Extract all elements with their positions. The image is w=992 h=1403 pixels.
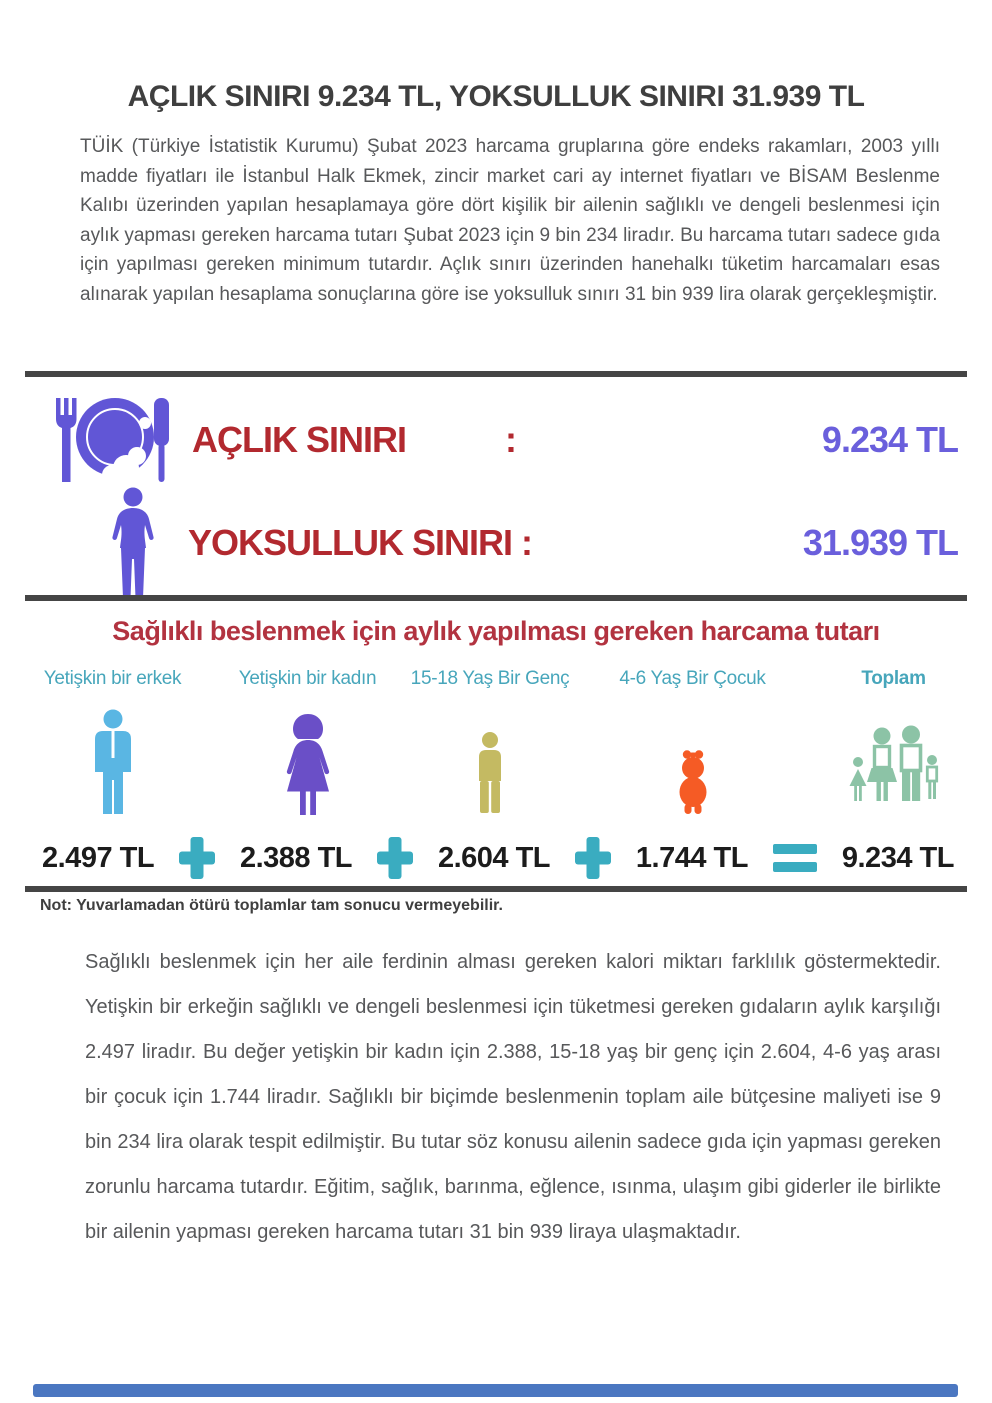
adult-man-icon xyxy=(0,700,225,815)
hunger-threshold-row xyxy=(0,394,992,486)
family-icon xyxy=(795,700,992,815)
category-labels-row xyxy=(0,668,992,690)
values-row xyxy=(0,835,992,881)
teen-icon xyxy=(390,700,590,815)
child-icon xyxy=(590,700,795,815)
hunger-threshold-value: 9.234 TL xyxy=(821,419,958,460)
divider-top xyxy=(25,371,967,377)
adult-woman-icon xyxy=(225,700,390,815)
category-label-adult-man: Yetişkin bir erkek xyxy=(43,668,182,689)
poverty-threshold-label: YOKSULLUK SINIRI : xyxy=(188,522,533,563)
hunger-threshold-colon: : xyxy=(505,419,517,460)
plus-icon xyxy=(575,837,611,879)
intro-paragraph: TÜİK (Türkiye İstatistik Kurumu) Şubat 2023 harcama gruplarına göre endeks rakamları, 2003 yıllı madde fiyatları ile İstanbul Halk Ekmek, zincir market cari ay internet fiyatları ve BİSAM Beslenme Kalıbı üzerinden yapılan hesaplamaya göre dört kişilik bir ailenin sağlıklı ve dengeli beslenmesi için aylık yapması gereken harcama tutarı Şubat 2023 için 9 bin 234 liradır. Bu harcama tutarı sadece gıda için yapılması gereken minimum tutardır. Açlık sınırı üzerinden hanehalkı tüketim harcamaları esas alınarak yapılan hesaplama sonuçlarına göre ise yoksulluk sınırı 31 bin 939 lira olarak gerçekleşmiştir. xyxy=(80,136,940,305)
poverty-threshold-row xyxy=(0,487,992,599)
value-adult-man: 2.497 TL xyxy=(42,841,155,874)
hunger-threshold-label: AÇLIK SINIRI xyxy=(192,419,407,460)
category-label-total: Toplam xyxy=(861,668,926,689)
category-label-child: 4-6 Yaş Bir Çocuk xyxy=(619,668,766,689)
category-label-teen: 15-18 Yaş Bir Genç xyxy=(410,668,570,689)
poverty-threshold-value: 31.939 TL xyxy=(802,522,958,563)
divider-bottom xyxy=(25,886,967,892)
value-total: 9.234 TL xyxy=(841,841,954,874)
section-title: Sağlıklı beslenmek için aylık yapılması gereken harcama tutarı xyxy=(112,616,880,646)
plus-icon xyxy=(179,837,215,879)
equals-icon xyxy=(773,844,817,872)
divider-middle xyxy=(25,595,967,601)
body-paragraph: Sağlıklı beslenmek için her aile ferdinin alması gereken kalori miktarı farklılık göstermektedir. Yetişkin bir erkeğin sağlıklı ve dengeli beslenmesi için tüketmesi gereken gıdaların aylık karşılığı 2.497 liradır. Bu değer yetişkin bir kadın için 2.388, 15-18 yaş bir genç için 2.604, 4-6 yaş arası bir çocuk için 1.744 liradır. Sağlıklı bir biçimde beslenmenin toplam aile bütçesine maliyeti ise 9 bin 234 lira olarak tespit edilmiştir. Bu tutar söz konusu ailenin sadece gıda için yapması gereken zorunlu harcama tutardır. Eğitim, sağlık, barınma, eğlence, ısınma, ulaşım gibi giderler ile birlikte bir ailenin yapması gereken harcama tutarı 31 bin 939 liraya ulaşmaktadır. xyxy=(85,951,941,1243)
plus-icon xyxy=(377,837,413,879)
person-icon xyxy=(85,487,180,599)
value-teen: 2.604 TL xyxy=(437,841,550,874)
category-icons-row xyxy=(0,700,992,815)
value-child: 1.744 TL xyxy=(635,841,748,874)
category-label-adult-woman: Yetişkin bir kadın xyxy=(238,668,377,689)
value-adult-woman: 2.388 TL xyxy=(239,841,353,874)
rounding-note: Not: Yuvarlamadan ötürü toplamlar tam sonucu vermeyebilir. xyxy=(40,897,503,914)
page-title: AÇLIK SINIRI 9.234 TL, YOKSULLUK SINIRI 31.939 TL xyxy=(127,80,865,113)
bottom-bar xyxy=(33,1384,958,1397)
plate-cutlery-icon xyxy=(45,395,180,485)
